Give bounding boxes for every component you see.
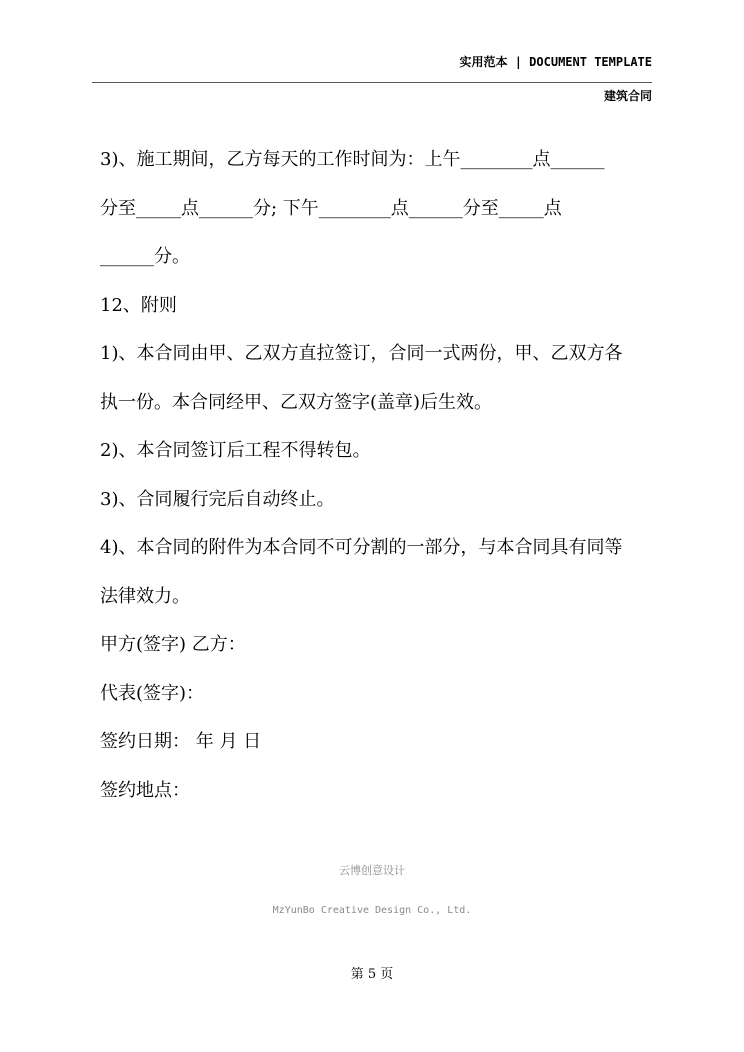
section-heading-appendix: 12、附则 — [100, 294, 177, 316]
body-line-2: 分至_____点______分; 下午________点______分至_____点 — [100, 197, 562, 219]
footer-company-cn: 云博创意设计 — [339, 864, 405, 877]
body-line-5: 1)、本合同由甲、乙双方直拉签订，合同一式两份，甲、乙双方各 — [100, 343, 623, 364]
signature-representative-line: 代表(签字)： — [100, 682, 205, 704]
header-title: 实用范本 | DOCUMENT TEMPLATE — [459, 55, 652, 69]
signing-place-line: 签约地点： — [100, 779, 190, 801]
body-line-3: ______分。 — [100, 246, 190, 267]
header-subtitle: 建筑合同 — [603, 89, 652, 103]
body-line-6: 执一份。本合同经甲、乙双方签字(盖章)后生效。 — [100, 391, 493, 413]
signature-party-line: 甲方(签字) 乙方： — [100, 634, 246, 655]
contract-body — [100, 136, 660, 815]
body-line-10: 法律效力。 — [100, 585, 190, 607]
signing-date-line: 签约日期： 年 月 日 — [100, 731, 262, 752]
body-line-9: 4)、本合同的附件为本合同不可分割的一部分，与本合同具有同等 — [100, 537, 623, 558]
header-divider — [92, 82, 652, 83]
page-number: 第 5 页 — [350, 967, 394, 982]
body-line-1: 3)、施工期间，乙方每天的工作时间为：上午________点______ — [100, 149, 605, 170]
body-line-7: 2)、本合同签订后工程不得转包。 — [100, 440, 371, 461]
body-line-8: 3)、合同履行完后自动终止。 — [100, 488, 335, 510]
footer-company-en: MzYunBo Creative Design Co., Ltd. — [272, 905, 472, 916]
